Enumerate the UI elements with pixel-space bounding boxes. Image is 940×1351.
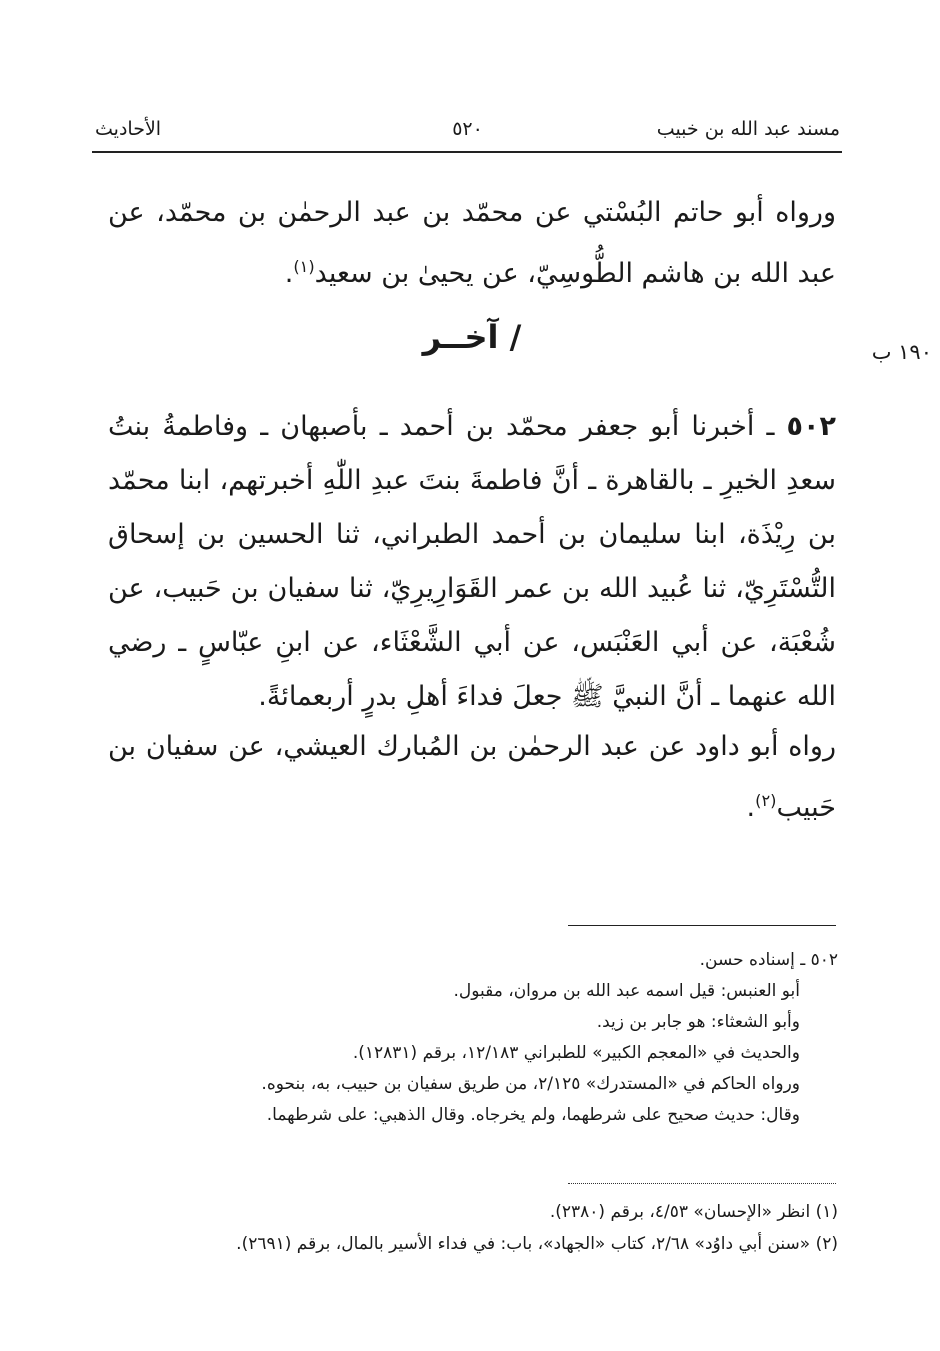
hadith-number: ٥٠٢ bbox=[786, 411, 836, 442]
running-title: مسند عبد الله بن خبيب bbox=[656, 118, 840, 140]
header-rule bbox=[92, 151, 842, 153]
footnote-1: (١) انظر «الإحسان» ٤/٥٣، برقم (٢٣٨٠). bbox=[549, 1202, 838, 1222]
sentence-end: . bbox=[746, 792, 756, 823]
footnote-2: (٢) «سنن أبي داوُد» ٢/٦٨، كتاب «الجهاد»، باب: في فداء الأسير بالمال، برقم (٢٦٩١). bbox=[236, 1234, 838, 1254]
footnote-ref-2: (٢) bbox=[755, 791, 777, 810]
footnotes bbox=[108, 1196, 838, 1260]
sentence-end: . bbox=[284, 258, 294, 289]
page-number: ٥٢٠ bbox=[452, 118, 483, 140]
section-title: الأحاديث bbox=[95, 118, 162, 140]
note-line: والحديث في «المعجم الكبير» للطبراني ١٢/١٨٣، برقم (١٢٨٣١). bbox=[352, 1043, 800, 1063]
note-line: ورواه الحاكم في «المستدرك» ٢/١٢٥، من طريق سفيان بن حبيب، به، بنحوه. bbox=[261, 1074, 800, 1094]
paragraph-text: رواه أبو داود عن عبد الرحمٰن بن المُبارك العيشي، عن سفيان بن حَبيب bbox=[108, 731, 836, 823]
manuscript-folio-note: ١٩٠ ب bbox=[871, 340, 932, 364]
section-heading: / آخــر bbox=[422, 318, 522, 356]
note-line: وأبو الشعثاء: هو جابر بن زيد. bbox=[596, 1012, 800, 1032]
footnotes-rule bbox=[568, 1183, 836, 1184]
note-line: أبو العنبس: قيل اسمه عبد الله بن مروان، مقبول. bbox=[453, 981, 800, 1001]
footnote-ref-1: (١) bbox=[293, 257, 315, 276]
hadith-notes bbox=[108, 945, 838, 1131]
notes-rule bbox=[568, 925, 836, 926]
paragraph-text: ورواه أبو حاتم البُسْتي عن محمّد بن عبد الرحمٰن بن محمّد، عن عبد الله بن هاشم الطُّوسِيّ، عن يحيىٰ بن سعيد bbox=[108, 197, 836, 289]
hadith-paragraph bbox=[108, 400, 836, 724]
page-header bbox=[95, 118, 840, 148]
hadith-text: ـ أخبرنا أبو جعفر محمّد بن أحمد ـ بأصبهان ـ وفاطمةُ بنتُ سعدِ الخيرِ ـ بالقاهرة ـ أنَّ فاطمةَ بنتَ عبدِ اللّٰهِ أخبرتهم، ابنا محمّد بن رِيْذَة، ابنا سليمان بن أحمد الطبراني، ثنا الحسين بن إسحاق التُّسْتَرِيّ، ثنا عُبيد الله بن عمر القَوَارِيرِيّ، ثنا سفيان بن حَبيب، عن شُعْبَة، عن أبي العَنْبَس، عن أبي الشَّعْثَاء، عن ابنِ عبّاسٍ ـ رضي الله عنهما ـ أنَّ النبيَّ ﷺ جعلَ فداءَ أهلِ بدرٍ أربعمائةً. bbox=[108, 411, 836, 712]
paragraph-narration bbox=[108, 186, 836, 301]
note-line: وقال: حديث صحيح على شرطهما، ولم يخرجاه. وقال الذهبي: على شرطهما. bbox=[266, 1105, 800, 1125]
paragraph-abu-dawud bbox=[108, 720, 836, 835]
note-line: ٥٠٢ ـ إسناده حسن. bbox=[699, 950, 838, 970]
